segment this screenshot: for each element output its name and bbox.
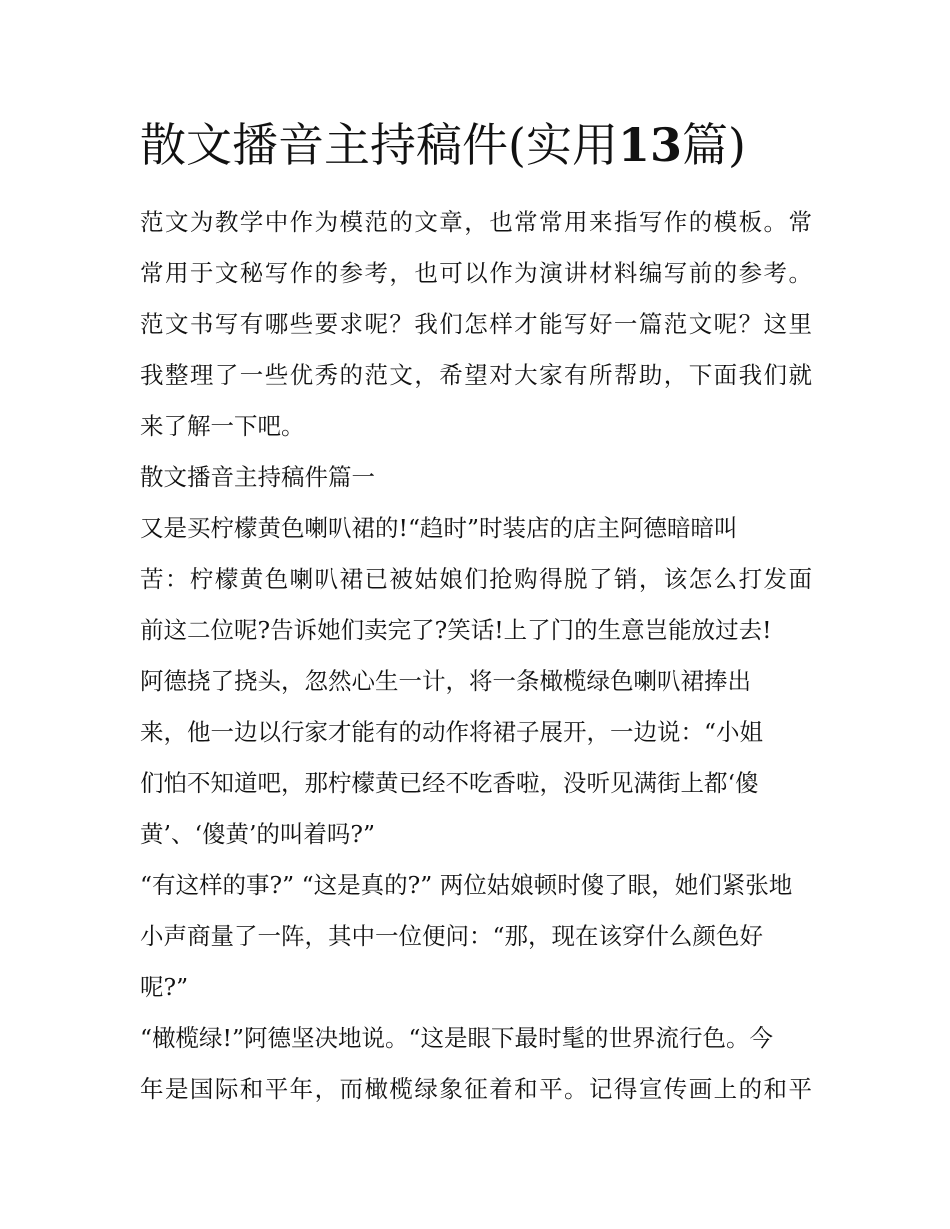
- section-heading: 散文播音主持稿件篇一: [140, 463, 375, 491]
- document-title: [140, 113, 746, 177]
- text-line: “橄榄绿!”阿德坚决地说。“这是眼下最时髦的世界流行色。今: [140, 1024, 773, 1052]
- text-line: “有这样的事?” “这是真的?” 两位姑娘顿时傻了眼，她们紧张地: [140, 871, 793, 899]
- title-suffix: 篇): [681, 118, 746, 172]
- text-line: 苦：柠檬黄色喇叭裙已被姑娘们抢购得脱了销，该怎么打发面: [140, 565, 812, 593]
- text-line: 前这二位呢?告诉她们卖完了?笑话!上了门的生意岂能放过去!: [140, 616, 772, 644]
- text-line: 范文书写有哪些要求呢？我们怎样才能写好一篇范文呢？这里: [140, 310, 812, 338]
- text-line: 来了解一下吧。: [140, 412, 305, 440]
- text-line: 黄’、‘傻黄’的叫着吗?”: [140, 820, 376, 848]
- title-number: 13: [617, 118, 682, 172]
- text-line: 们怕不知道吧，那柠檬黄已经不吃香啦，没听见满街上都‘傻: [140, 769, 759, 797]
- text-line: 阿德挠了挠头，忽然心生一计，将一条橄榄绿色喇叭裙捧出: [140, 667, 751, 695]
- body-text: [140, 197, 812, 1115]
- text-line: 呢?”: [140, 973, 189, 1001]
- title-prefix: 散文播音主持稿件(实用: [140, 118, 618, 172]
- text-line: 又是买柠檬黄色喇叭裙的!“趋时”时装店的店主阿德暗暗叫: [140, 514, 738, 542]
- text-line: 我整理了一些优秀的范文，希望对大家有所帮助，下面我们就: [140, 361, 812, 389]
- text-line: 来，他一边以行家才能有的动作将裙子展开，一边说：“小姐: [140, 718, 764, 746]
- text-line: 小声商量了一阵，其中一位便问：“那，现在该穿什么颜色好: [140, 922, 764, 950]
- text-line: 范文为教学中作为模范的文章，也常常用来指写作的模板。常: [140, 208, 812, 236]
- text-line: 年是国际和平年，而橄榄绿象征着和平。记得宣传画上的和平: [140, 1075, 812, 1103]
- text-line: 常用于文秘写作的参考，也可以作为演讲材料编写前的参考。: [140, 259, 812, 287]
